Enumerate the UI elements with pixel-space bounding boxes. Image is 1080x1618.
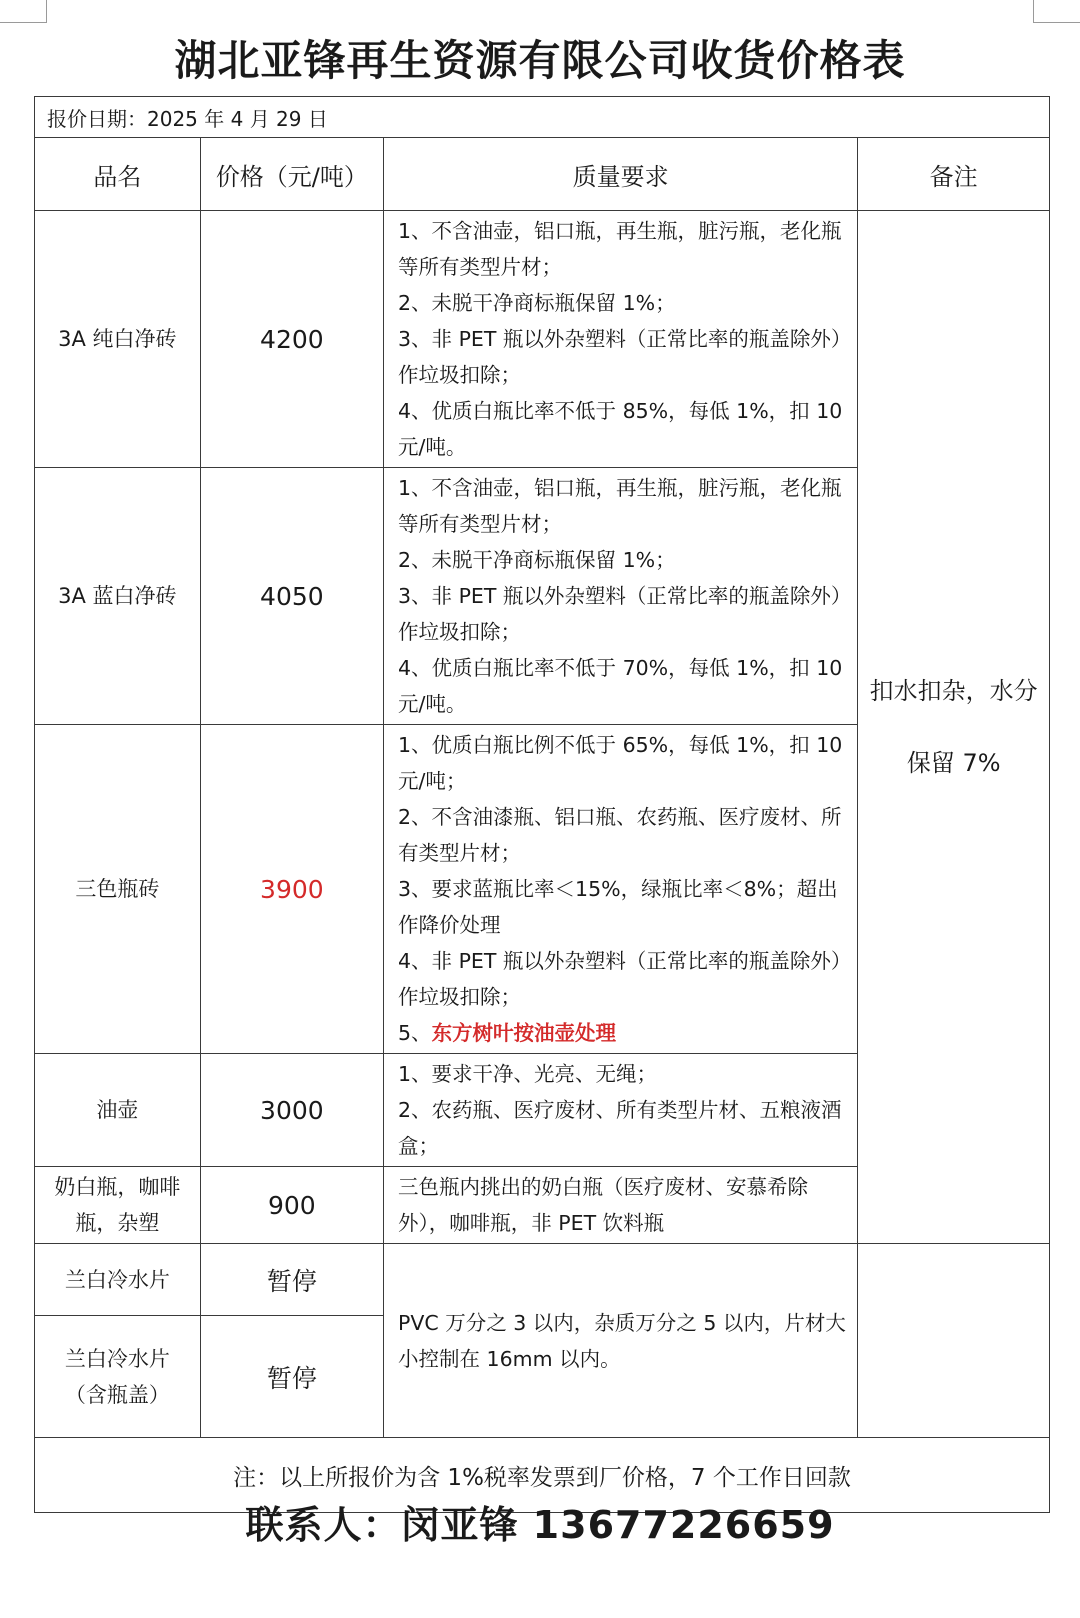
column-header-price: 价格（元/吨） [200, 138, 383, 211]
product-name: 油壶 [35, 1054, 201, 1167]
requirement-item: 3、非 PET 瓶以外杂塑料（正常比率的瓶盖除外）作垃圾扣除； [398, 584, 842, 644]
contact-line: 联系人：闵亚锋 13677226659 [245, 1503, 835, 1547]
remark-cell [858, 211, 1050, 1244]
table-row [35, 211, 1050, 468]
document-title: 湖北亚锋再生资源有限公司收货价格表 [174, 36, 906, 85]
product-price: 3900 [200, 725, 383, 1054]
date-row [35, 97, 1050, 138]
quality-requirements [384, 1054, 858, 1167]
quality-requirements [384, 468, 858, 725]
requirement-item: 三色瓶内挑出的奶白瓶（医疗废材、安慕希除外），咖啡瓶，非 PET 饮料瓶 [398, 1175, 809, 1235]
remark-cell-empty [858, 1244, 1050, 1438]
product-price: 暂停 [200, 1244, 383, 1316]
column-header-row [35, 138, 1050, 211]
remark-line-1: 扣水扣杂，水分 [869, 677, 1038, 705]
column-header-requirements: 质量要求 [384, 138, 858, 211]
requirement-item: 1、不含油壶，铝口瓶，再生瓶，脏污瓶，老化瓶等所有类型片材； [398, 219, 842, 279]
column-header-remark: 备注 [858, 138, 1050, 211]
requirement-item: 2、不含油漆瓶、铝口瓶、农药瓶、医疗废材、所有类型片材； [398, 805, 842, 865]
requirement-item: 4、优质白瓶比率不低于 70%，每低 1%，扣 10 元/吨。 [398, 656, 843, 716]
requirement-item: 3、要求蓝瓶比率＜15%，绿瓶比率＜8%；超出作降价处理 [398, 877, 838, 937]
quote-date: 报价日期：2025 年 4 月 29 日 [35, 97, 1050, 138]
product-price: 900 [200, 1167, 383, 1244]
requirement-item: 1、优质白瓶比例不低于 65%，每低 1%，扣 10 元/吨； [398, 733, 843, 793]
product-name: 3A 纯白净砖 [35, 211, 201, 468]
product-price: 4050 [200, 468, 383, 725]
requirement-item-highlighted [398, 1015, 847, 1051]
column-header-name: 品名 [35, 138, 201, 211]
quality-requirements [384, 211, 858, 468]
price-table [34, 96, 1050, 1513]
product-name: 3A 蓝白净砖 [35, 468, 201, 725]
requirement-number: 5、 [398, 1021, 432, 1045]
footnote: 注：以上所报价为含 1%税率发票到厂价格，7 个工作日回款 [35, 1438, 1050, 1513]
product-price: 暂停 [200, 1316, 383, 1438]
product-name: 兰白冷水片 [35, 1244, 201, 1316]
remark-line-2: 保留 7% [906, 749, 1001, 777]
product-name: 兰白冷水片（含瓶盖） [35, 1316, 201, 1438]
requirement-item: 1、要求干净、光亮、无绳； [398, 1062, 658, 1086]
page-corner-mark-right [1033, 0, 1080, 23]
quality-requirements-shared: PVC 万分之 3 以内，杂质万分之 5 以内，片材大小控制在 16mm 以内。 [384, 1244, 858, 1438]
requirement-item: 4、非 PET 瓶以外杂塑料（正常比率的瓶盖除外）作垃圾扣除； [398, 949, 842, 1009]
quality-requirements [384, 1167, 858, 1244]
quality-requirements [384, 725, 858, 1054]
requirement-item: 1、不含油壶，铝口瓶，再生瓶，脏污瓶，老化瓶等所有类型片材； [398, 476, 842, 536]
product-name: 奶白瓶，咖啡瓶，杂塑 [35, 1167, 201, 1244]
page-corner-mark-left [0, 0, 47, 23]
requirement-item: 2、未脱干净商标瓶保留 1%； [398, 291, 676, 315]
table-row [35, 1244, 1050, 1316]
product-name: 三色瓶砖 [35, 725, 201, 1054]
requirement-item: 4、优质白瓶比率不低于 85%，每低 1%，扣 10 元/吨。 [398, 399, 843, 459]
requirement-item: 3、非 PET 瓶以外杂塑料（正常比率的瓶盖除外）作垃圾扣除； [398, 327, 842, 387]
product-price: 4200 [200, 211, 383, 468]
highlighted-requirement: 东方树叶按油壶处理 [431, 1021, 617, 1045]
requirement-item: 2、农药瓶、医疗废材、所有类型片材、五粮液酒盒； [398, 1098, 842, 1158]
requirement-item: 2、未脱干净商标瓶保留 1%； [398, 548, 676, 572]
product-price: 3000 [200, 1054, 383, 1167]
